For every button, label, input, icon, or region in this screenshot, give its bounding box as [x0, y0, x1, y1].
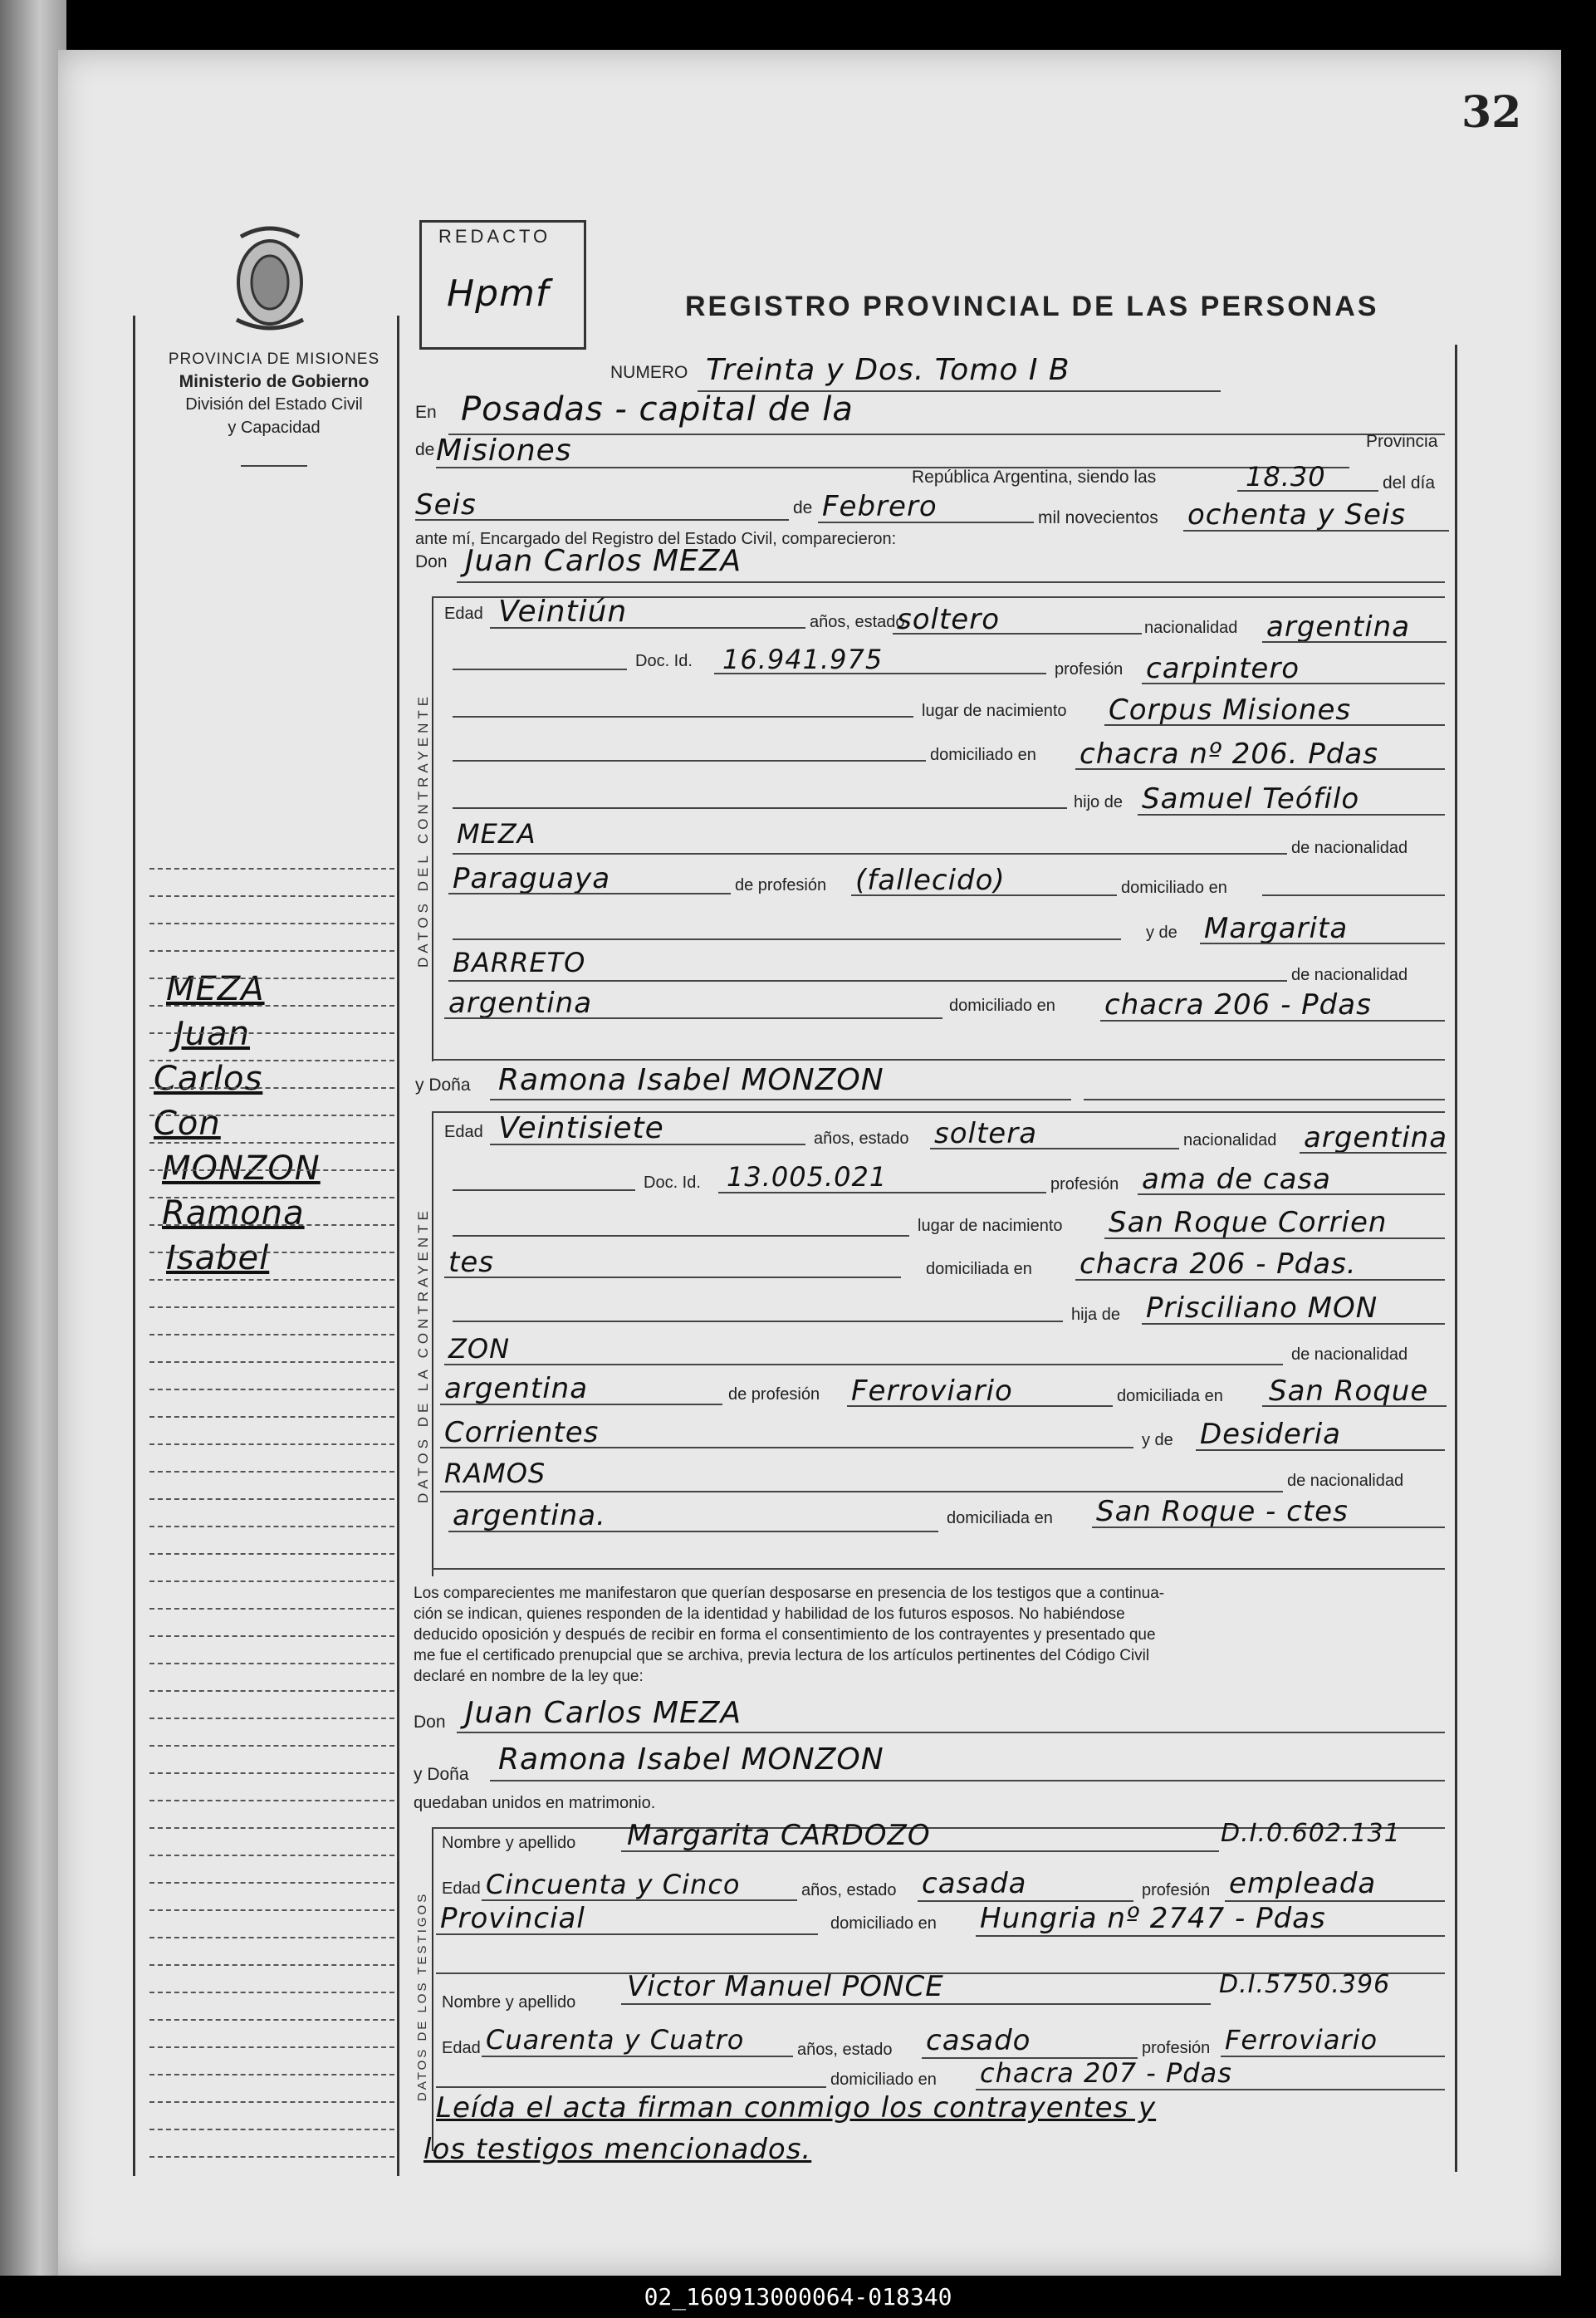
- underline: [1237, 490, 1378, 492]
- margin-ruled-line: [149, 1526, 394, 1527]
- field-label: profesión: [1142, 1881, 1211, 1899]
- madre-nac-value: argentina: [448, 987, 593, 1020]
- margin-ruled-line: [149, 1142, 394, 1144]
- dia-value: Seis: [415, 488, 477, 522]
- coat-of-arms-icon: [224, 220, 316, 336]
- margin-ruled-line: [149, 950, 394, 952]
- de-label: de: [415, 440, 435, 459]
- republica-label: República Argentina, siendo las: [912, 468, 1157, 487]
- testigo2-edad: Cuarenta y Cuatro: [486, 2024, 745, 2056]
- underline: [440, 1447, 1133, 1448]
- domicilio-value: chacra nº 206. Pdas: [1080, 738, 1378, 771]
- testigo1-dom: Hungria nº 2747 - Pdas: [980, 1902, 1326, 1935]
- margin-ruled-line: [149, 1827, 394, 1829]
- testigo1-estado: casada: [922, 1867, 1027, 1900]
- underline: [1300, 1152, 1447, 1154]
- field-label: Nombre y apellido: [442, 1993, 576, 2012]
- padre-nac-value: argentina: [444, 1372, 589, 1405]
- field-label: lugar de nacimiento: [922, 702, 1067, 720]
- underline: [453, 853, 1287, 855]
- lugar-cont-value: tes: [448, 1246, 494, 1279]
- scan-id-footer: 02_160913000064-018340: [0, 2276, 1596, 2318]
- margin-ruled-line: [149, 1115, 394, 1116]
- org-line-2: Ministerio de Gobierno: [179, 372, 370, 391]
- contrayente-block-border: [432, 596, 433, 1061]
- field-label: de profesión: [735, 876, 827, 894]
- testigo2-estado: casado: [926, 2024, 1031, 2057]
- madre-value: Margarita: [1204, 912, 1349, 945]
- field-label: domiciliada en: [947, 1509, 1053, 1527]
- document-title: REGISTRO PROVINCIAL DE LAS PERSONAS: [685, 291, 1379, 322]
- testigos-block-border: [432, 1827, 433, 2151]
- underline: [1142, 1323, 1445, 1325]
- testigo1-di: D.I.0.602.131: [1221, 1819, 1401, 1848]
- don-label: Don: [414, 1713, 446, 1732]
- margin-ruled-line: [149, 1087, 394, 1089]
- underline: [1100, 1020, 1445, 1022]
- field-label: años, estado: [810, 613, 905, 631]
- underline: [432, 1059, 1445, 1061]
- margin-ruled-line: [149, 1197, 394, 1198]
- underline: [1262, 1405, 1447, 1407]
- margin-ruled-line: [149, 1800, 394, 1801]
- org-divider: [241, 465, 307, 467]
- underline: [621, 1850, 1219, 1852]
- mes-value: Febrero: [822, 490, 938, 523]
- del-dia-label: del día: [1383, 473, 1436, 493]
- margin-ruled-line: [149, 895, 394, 897]
- underline: [847, 1405, 1113, 1407]
- padre-surname-value: ZON: [448, 1333, 511, 1365]
- testigo1-nombre: Margarita CARDOZO: [627, 1819, 931, 1852]
- field-label: domiciliado en: [1121, 879, 1227, 897]
- dona-label: y Doña: [414, 1765, 469, 1784]
- unidos-text: quedaban unidos en matrimonio.: [414, 1794, 656, 1812]
- en-label: En: [415, 403, 437, 422]
- field-label: domiciliada en: [1117, 1387, 1223, 1405]
- field-label: profesión: [1055, 660, 1124, 679]
- underline: [444, 1364, 1283, 1365]
- margin-ruled-line: [149, 1635, 394, 1637]
- underline: [1200, 943, 1445, 944]
- margin-ruled-line: [149, 2074, 394, 2075]
- de2-label: de: [793, 498, 813, 517]
- underline: [457, 1732, 1445, 1733]
- margin-name: Carlos: [154, 1060, 263, 1098]
- underline: [714, 673, 1046, 674]
- margin-ruled-line: [149, 1389, 394, 1390]
- underline: [1138, 1193, 1445, 1195]
- doc-value: 16.941.975: [722, 644, 884, 675]
- testigo2-dom: chacra 207 - Pdas: [980, 2057, 1232, 2089]
- org-line-1: PROVINCIA DE MISIONES: [168, 350, 380, 368]
- margin-ruled-line: [149, 1060, 394, 1061]
- underline: [440, 1404, 722, 1405]
- lugar-value: Corpus Misiones: [1109, 693, 1352, 727]
- org-line-3: División del Estado Civil: [185, 395, 363, 414]
- field-label: de profesión: [728, 1385, 820, 1404]
- margin-ruled-line: [149, 1937, 394, 1938]
- underline: [453, 938, 1121, 940]
- margin-ruled-line: [149, 2101, 394, 2103]
- underline: [1138, 814, 1445, 816]
- testigo1-prof: empleada: [1229, 1867, 1377, 1900]
- field-label: domiciliado en: [830, 2071, 937, 2089]
- testigo2-nombre: Victor Manuel PONCE: [627, 1970, 944, 2003]
- margin-name: Isabel: [166, 1239, 270, 1277]
- field-label: de nacionalidad: [1291, 1345, 1408, 1364]
- profesion-value: ama de casa: [1142, 1163, 1331, 1196]
- underline: [1104, 1237, 1445, 1239]
- underline: [415, 519, 789, 521]
- numero-value: Treinta y Dos. Tomo I B: [706, 353, 1070, 387]
- margin-ruled-line: [149, 1772, 394, 1774]
- contrayente-block-border: [432, 1111, 433, 1576]
- margin-ruled-line: [149, 1169, 394, 1171]
- margin-ruled-line: [149, 1718, 394, 1719]
- padre-value: Samuel Teófilo: [1142, 782, 1360, 816]
- margin-ruled-line: [149, 1745, 394, 1747]
- field-label: nacionalidad: [1144, 619, 1238, 637]
- testigo2-prof: Ferroviario: [1225, 2024, 1378, 2056]
- closing-text: los testigos mencionados.: [423, 2133, 812, 2166]
- margin-column-border: [397, 316, 399, 2176]
- underline: [1075, 1279, 1445, 1281]
- margin-ruled-line: [149, 1252, 394, 1253]
- doc-value: 13.005.021: [727, 1161, 888, 1193]
- margin-name: Ramona: [162, 1194, 305, 1233]
- field-label: Edad: [442, 2039, 481, 2057]
- declaration-text: me fue el certificado prenupcial que se archiva, previa lectura de los artículos pertinentes del Código Civil: [414, 1647, 1150, 1664]
- underline: [490, 1099, 1071, 1100]
- testigos-side-label: DATOS DE LOS TESTIGOS: [415, 1891, 429, 2101]
- padre-prof-value: (fallecido): [855, 864, 1006, 897]
- underline: [436, 2086, 826, 2088]
- margin-ruled-line: [149, 1553, 394, 1555]
- dona-value: Ramona Isabel MONZON: [498, 1742, 884, 1776]
- field-label: domiciliado en: [930, 746, 1036, 764]
- madre-value: Desideria: [1200, 1418, 1342, 1451]
- madre-surname-value: BARRETO: [453, 947, 586, 978]
- underline: [440, 1491, 1283, 1492]
- don-value: Juan Carlos MEZA: [465, 1696, 742, 1730]
- field-label: profesión: [1142, 2039, 1211, 2057]
- provincia-label: Provincia: [1366, 432, 1438, 451]
- margin-ruled-line: [149, 1690, 394, 1692]
- redacto-stamp: [419, 220, 586, 350]
- field-label: hija de: [1071, 1306, 1120, 1324]
- underline: [490, 1780, 1445, 1781]
- underline: [453, 716, 913, 718]
- underline: [448, 1531, 938, 1532]
- field-label: hijo de: [1074, 793, 1123, 811]
- margin-ruled-line: [149, 1580, 394, 1582]
- declaration-text: Los comparecientes me manifestaron que querían desposarse en presencia de los testigos que a continua-: [414, 1585, 1165, 1602]
- underline: [453, 760, 926, 762]
- underline: [448, 434, 1445, 435]
- field-label: Doc. Id.: [644, 1174, 701, 1192]
- contrayente-side-label: DATOS DEL CONTRAYENTE: [415, 692, 431, 968]
- padre-dom-value: San Roque: [1269, 1375, 1429, 1408]
- margin-ruled-line: [149, 1032, 394, 1034]
- underline: [1221, 2056, 1445, 2057]
- field-label: nacionalidad: [1183, 1131, 1277, 1149]
- underline: [718, 1192, 1046, 1193]
- underline: [448, 980, 1287, 982]
- estado-value: soltero: [897, 603, 1000, 636]
- underline: [453, 807, 1067, 809]
- underline: [436, 467, 1349, 468]
- margin-ruled-line: [149, 1608, 394, 1610]
- field-label: domiciliado en: [949, 997, 1055, 1015]
- margin-ruled-line: [149, 2156, 394, 2158]
- field-label: y de: [1142, 1431, 1173, 1449]
- margin-name: MONZON: [162, 1149, 321, 1188]
- underline: [1084, 1099, 1445, 1100]
- field-label: Edad: [442, 1879, 481, 1898]
- underline: [490, 1144, 805, 1145]
- underline: [1075, 768, 1445, 770]
- margin-ruled-line: [149, 1909, 394, 1911]
- margin-name: MEZA: [166, 970, 265, 1008]
- underline: [930, 1148, 1179, 1149]
- margin-ruled-line: [149, 1416, 394, 1418]
- testigo2-di: D.I.5750.396: [1219, 1970, 1391, 1999]
- underline: [448, 893, 731, 894]
- padre-value: Prisciliano MON: [1146, 1291, 1378, 1325]
- testigo1-edad: Cincuenta y Cinco: [486, 1869, 741, 1900]
- margin-name: Juan: [174, 1015, 251, 1053]
- field-label: Edad: [444, 605, 483, 623]
- margin-ruled-line: [149, 1882, 394, 1884]
- margin-ruled-line: [149, 1005, 394, 1007]
- padre-prof-value: Ferroviario: [851, 1375, 1013, 1408]
- underline: [432, 1568, 1445, 1570]
- declaration-text: deducido oposición y después de recibir en forma el consentimiento de los contrayentes y presentado que: [414, 1626, 1156, 1644]
- underline: [1092, 1527, 1445, 1528]
- underline: [621, 2003, 1211, 2005]
- underline: [818, 522, 1034, 523]
- dona-label: y Doña: [415, 1076, 471, 1095]
- underline: [1104, 724, 1445, 726]
- underline: [893, 633, 1142, 635]
- en-value: Posadas - capital de la: [461, 390, 854, 429]
- madre-dom-value: chacra 206 - Pdas: [1104, 988, 1372, 1022]
- stamp-label: REDACTO: [438, 226, 551, 247]
- underline: [453, 669, 627, 670]
- field-label: años, estado: [814, 1130, 909, 1148]
- margin-ruled-line: [149, 1279, 394, 1281]
- padre-surname-value: MEZA: [457, 818, 536, 850]
- underline: [453, 1321, 1063, 1322]
- field-label: domiciliada en: [926, 1260, 1032, 1278]
- madre-dom-value: San Roque - ctes: [1096, 1495, 1349, 1528]
- lugar-value: San Roque Corrien: [1109, 1206, 1388, 1239]
- don-value: Juan Carlos MEZA: [465, 544, 742, 578]
- anio-value: ochenta y Seis: [1187, 498, 1407, 532]
- dona-value: Ramona Isabel MONZON: [498, 1063, 884, 1097]
- margin-ruled-line: [149, 2019, 394, 2021]
- underline: [482, 1899, 797, 1901]
- field-label: años, estado: [797, 2041, 893, 2059]
- field-label: Edad: [444, 1123, 483, 1141]
- underline: [457, 581, 1445, 583]
- underline: [482, 2056, 793, 2057]
- field-label: de nacionalidad: [1291, 839, 1408, 857]
- field-label: profesión: [1050, 1175, 1119, 1193]
- margin-ruled-line: [149, 1334, 394, 1335]
- page-number: 32: [1461, 87, 1522, 138]
- hora-value: 18.30: [1246, 461, 1326, 493]
- field-label: de nacionalidad: [1287, 1472, 1404, 1490]
- de-value: Misiones: [436, 434, 572, 468]
- margin-ruled-line: [149, 1443, 394, 1445]
- declaration-text: declaré en nombre de la ley que:: [414, 1668, 644, 1685]
- margin-ruled-line: [149, 1498, 394, 1500]
- underline: [1262, 894, 1445, 896]
- declaration-text: ción se indican, quienes responden de la identidad y habilidad de los futuros esposos. No habiéndose: [414, 1605, 1125, 1623]
- field-label: domiciliado en: [830, 1914, 937, 1933]
- org-line-4: y Capacidad: [228, 419, 321, 437]
- underline: [444, 1017, 942, 1019]
- margin-name: Con: [154, 1105, 221, 1143]
- padre-dom-cont-value: Corrientes: [444, 1416, 600, 1449]
- margin-ruled-line: [149, 2046, 394, 2048]
- stamp-signature: Hpmf: [447, 272, 550, 315]
- margin-ruled-line: [149, 1361, 394, 1363]
- don-label: Don: [415, 552, 448, 571]
- ante-text: ante mí, Encargado del Registro del Estado Civil, comparecieron:: [415, 530, 897, 548]
- margin-ruled-line: [149, 1224, 394, 1226]
- margin-ruled-line: [149, 1663, 394, 1664]
- margin-ruled-line: [149, 868, 394, 870]
- underline: [976, 1935, 1445, 1937]
- margin-ruled-line: [149, 1992, 394, 1993]
- nacionalidad-value: argentina: [1304, 1121, 1448, 1154]
- madre-nac-value: argentina.: [453, 1499, 606, 1532]
- left-margin-border: [133, 316, 135, 2176]
- underline: [851, 894, 1117, 896]
- padre-nac-value: Paraguaya: [453, 862, 611, 895]
- field-label: Nombre y apellido: [442, 1834, 576, 1852]
- margin-ruled-line: [149, 1855, 394, 1856]
- domicilio-value: chacra 206 - Pdas.: [1080, 1247, 1357, 1281]
- margin-ruled-line: [149, 2129, 394, 2130]
- underline: [453, 1235, 909, 1237]
- underline: [1262, 641, 1447, 643]
- underline: [490, 627, 805, 629]
- closing-text: Leída el acta firman conmigo los contrayentes y: [436, 2091, 1157, 2124]
- estado-value: soltera: [934, 1117, 1038, 1150]
- binder-edge: [0, 0, 66, 2276]
- underline: [453, 1189, 635, 1191]
- margin-ruled-line: [149, 923, 394, 924]
- mil-label: mil novecientos: [1038, 508, 1158, 527]
- edad-value: Veintisiete: [498, 1111, 664, 1145]
- margin-ruled-line: [149, 1306, 394, 1308]
- nacionalidad-value: argentina: [1266, 610, 1411, 644]
- underline: [444, 1277, 901, 1278]
- field-label: y de: [1146, 924, 1177, 942]
- numero-label: NUMERO: [610, 363, 688, 382]
- madre-surname-value: RAMOS: [444, 1458, 546, 1489]
- margin-ruled-line: [149, 1471, 394, 1473]
- underline: [1142, 683, 1445, 684]
- underline: [976, 2089, 1445, 2090]
- margin-ruled-line: [149, 1964, 394, 1966]
- testigo1-prof-cont: Provincial: [440, 1902, 585, 1935]
- field-label: años, estado: [801, 1881, 897, 1899]
- profesion-value: carpintero: [1146, 652, 1300, 685]
- field-label: lugar de nacimiento: [918, 1217, 1063, 1235]
- margin-ruled-line: [149, 978, 394, 979]
- underline: [436, 1933, 818, 1935]
- contrayente2-side-label: DATOS DE LA CONTRAYENTE: [415, 1207, 431, 1503]
- underline: [1196, 1449, 1445, 1451]
- underline: [1183, 530, 1449, 532]
- right-border: [1455, 345, 1457, 2172]
- edad-value: Veintiún: [498, 595, 628, 629]
- field-label: de nacionalidad: [1291, 966, 1408, 984]
- field-label: Doc. Id.: [635, 652, 693, 670]
